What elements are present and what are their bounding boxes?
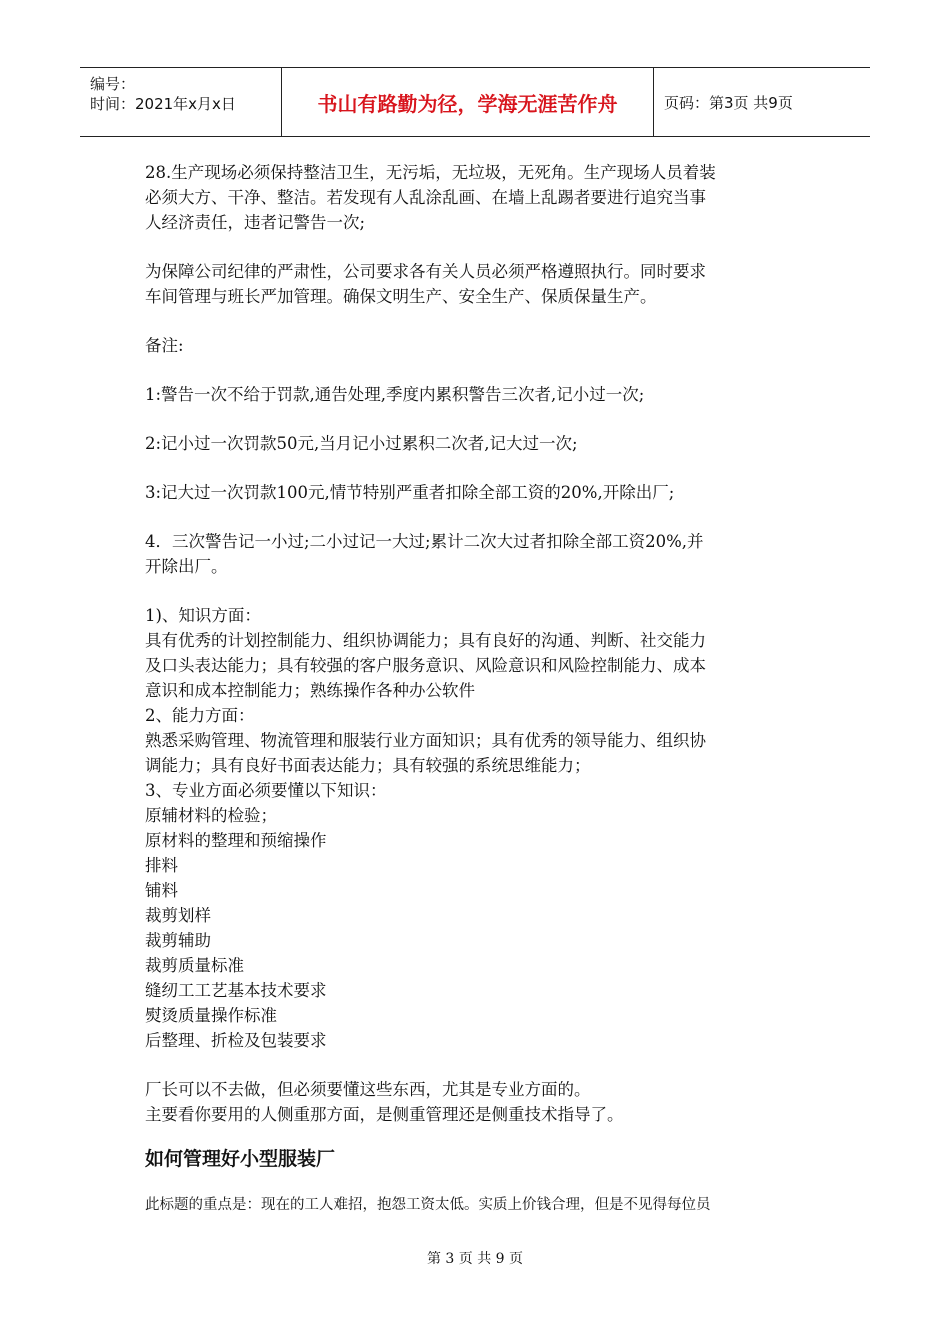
skills-line: 3、专业方面必须要懂以下知识： [145, 781, 387, 800]
section-intro: 此标题的重点是：现在的工人难招，抱怨工资太低。实质上价钱合理，但是不见得每位员 [145, 1197, 711, 1213]
skills-line: 排料 [145, 856, 178, 875]
body-line: 为保障公司纪律的严肃性，公司要求各有关人员必须严格遵照执行。同时要求 [145, 262, 706, 281]
body-line: 28.生产现场必须保持整洁卫生，无污垢，无垃圾，无死角。生产现场人员着装 [145, 163, 716, 182]
skills-line: 原辅材料的检验； [145, 806, 277, 825]
skills-line: 熨烫质量操作标准 [145, 1006, 277, 1025]
note-item: 3:记大过一次罚款100元,情节特别严重者扣除全部工资的20%,开除出厂; [145, 483, 675, 502]
skills-line: 铺料 [145, 881, 178, 900]
skills-line: 熟悉采购管理、物流管理和服装行业方面知识；具有优秀的领导能力、组织协 [145, 731, 706, 750]
page-header [80, 67, 870, 137]
note-label: 备注: [145, 336, 184, 355]
section-title: 如何管理好小型服装厂 [145, 1148, 336, 1170]
header-number-label: 编号： [90, 75, 136, 93]
skills-line: 及口头表达能力；具有较强的客户服务意识、风险意识和风险控制能力、成本 [145, 656, 706, 675]
skills-line: 缝纫工工艺基本技术要求 [145, 981, 327, 1000]
skills-line: 2、能力方面： [145, 706, 255, 725]
body-line: 人经济责任，违者记警告一次; [145, 213, 366, 232]
skills-line: 调能力；具有良好书面表达能力；具有较强的系统思维能力； [145, 756, 591, 775]
header-page-label: 页码：第3页 共9页 [664, 93, 793, 112]
body-line: 车间管理与班长严加管理。确保文明生产、安全生产、保质保量生产。 [145, 287, 657, 306]
header-motto: 书山有路勤为径，学海无涯苦作舟 [282, 68, 654, 136]
closing-line: 厂长可以不去做，但必须要懂这些东西，尤其是专业方面的。 [145, 1080, 591, 1099]
note-item: 开除出厂。 [145, 557, 228, 576]
header-meta [80, 68, 282, 136]
document-body [145, 160, 810, 1216]
body-line: 必须大方、干净、整洁。若发现有人乱涂乱画、在墙上乱踢者要进行追究当事 [145, 188, 706, 207]
page-footer: 第 3 页 共 9 页 [426, 1251, 524, 1267]
note-item: 1:警告一次不给于罚款,通告处理,季度内累积警告三次者,记小过一次; [145, 385, 645, 404]
note-item: 4．三次警告记一小过;二小过记一大过;累计二次大过者扣除全部工资20%,并 [145, 532, 704, 551]
header-time-label: 时间：2021年x月x日 [90, 95, 236, 113]
skills-line: 裁剪质量标准 [145, 956, 244, 975]
skills-line: 具有优秀的计划控制能力、组织协调能力；具有良好的沟通、判断、社交能力 [145, 631, 706, 650]
skills-line: 裁剪辅助 [145, 931, 211, 950]
note-item: 2:记小过一次罚款50元,当月记小过累积二次者,记大过一次; [145, 434, 578, 453]
skills-line: 原材料的整理和预缩操作 [145, 831, 327, 850]
skills-line: 意识和成本控制能力；熟练操作各种办公软件 [145, 681, 475, 700]
closing-line: 主要看你要用的人侧重那方面，是侧重管理还是侧重技术指导了。 [145, 1105, 624, 1124]
skills-line: 后整理、折检及包装要求 [145, 1031, 327, 1050]
skills-line: 1)、知识方面： [145, 606, 261, 625]
skills-line: 裁剪划样 [145, 906, 211, 925]
